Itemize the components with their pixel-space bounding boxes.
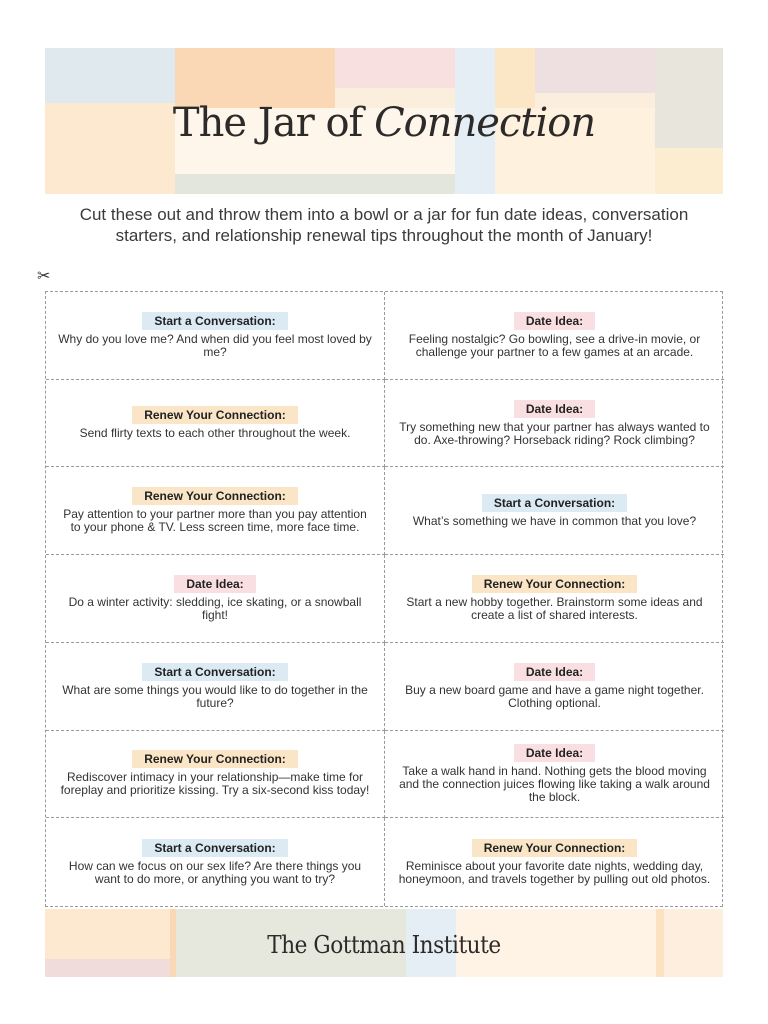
header-banner [45, 48, 723, 194]
title-italic: Connection [374, 100, 596, 146]
card-grid [45, 291, 723, 907]
card-text: Buy a new board game and have a game night together. Clothing optional. [405, 682, 704, 710]
card-text: Start a new hobby together. Brainstorm some ideas and create a list of shared interests. [406, 594, 703, 622]
cutout-card [385, 731, 724, 819]
card-category-label: Start a Conversation: [142, 839, 287, 857]
card-text: Pay attention to your partner more than you pay attention to your phone & TV. Less screen time, more face time. [63, 507, 367, 535]
cutout-card [385, 467, 724, 555]
cutout-card [46, 467, 385, 555]
cutout-card [385, 292, 724, 380]
card-category-label: Renew Your Connection: [132, 487, 298, 505]
card-text: Rediscover intimacy in your relationship—make time for foreplay and prioritize kissing. Try a six-second kiss today! [60, 770, 370, 798]
card-category-label: Date Idea: [514, 663, 595, 681]
cutout-card [46, 292, 385, 380]
card-text: Try something new that your partner has always wanted to do. Axe-throwing? Horseback riding? Rock climbing? [399, 419, 710, 447]
scissors-icon: ✂ [37, 268, 51, 285]
card-text: How can we focus on our sex life? Are there things you want to do more, or anything you want to try? [68, 858, 362, 886]
card-text: Reminisce about your favorite date nights, wedding day, honeymoon, and travels together by pulling out old photos. [398, 858, 711, 886]
page-title [45, 100, 723, 146]
card-text: Feeling nostalgic? Go bowling, see a drive-in movie, or challenge your partner to a few games at an arcade. [408, 331, 701, 359]
cutout-card [385, 643, 724, 731]
cutout-card [46, 643, 385, 731]
cutout-card [385, 380, 724, 468]
intro-text: Cut these out and throw them into a bowl or a jar for fun date ideas, conversation starters, and relationship renewal tips throughout the month of January! [79, 205, 689, 245]
cutout-card [46, 818, 385, 906]
footer-banner [45, 909, 723, 977]
card-text: Take a walk hand in hand. Nothing gets the blood moving and the connection juices flowing like taking a walk around the block. [399, 763, 710, 804]
cutout-card [46, 380, 385, 468]
cutout-card [46, 731, 385, 819]
title-plain: The Jar of [172, 100, 363, 146]
card-category-label: Start a Conversation: [142, 663, 287, 681]
cutout-card [46, 555, 385, 643]
card-text: Do a winter activity: sledding, ice skating, or a snowball fight! [68, 594, 362, 622]
card-category-label: Date Idea: [514, 744, 595, 762]
card-text: Why do you love me? And when did you feel most loved by me? [58, 331, 372, 359]
card-category-label: Renew Your Connection: [472, 839, 638, 857]
card-category-label: Renew Your Connection: [132, 406, 298, 424]
cutout-card [385, 818, 724, 906]
cutout-card [385, 555, 724, 643]
card-category-label: Start a Conversation: [142, 312, 287, 330]
card-category-label: Start a Conversation: [482, 494, 627, 512]
card-category-label: Date Idea: [514, 400, 595, 418]
card-text: What are some things you would like to do together in the future? [62, 682, 368, 710]
card-text: Send flirty texts to each other throughout the week. [79, 426, 351, 441]
card-category-label: Date Idea: [514, 312, 595, 330]
card-category-label: Date Idea: [174, 575, 255, 593]
footer-brand: The Gottman Institute [267, 931, 501, 959]
card-text: What’s something we have in common that you love? [412, 513, 697, 528]
card-category-label: Renew Your Connection: [472, 575, 638, 593]
card-category-label: Renew Your Connection: [132, 750, 298, 768]
